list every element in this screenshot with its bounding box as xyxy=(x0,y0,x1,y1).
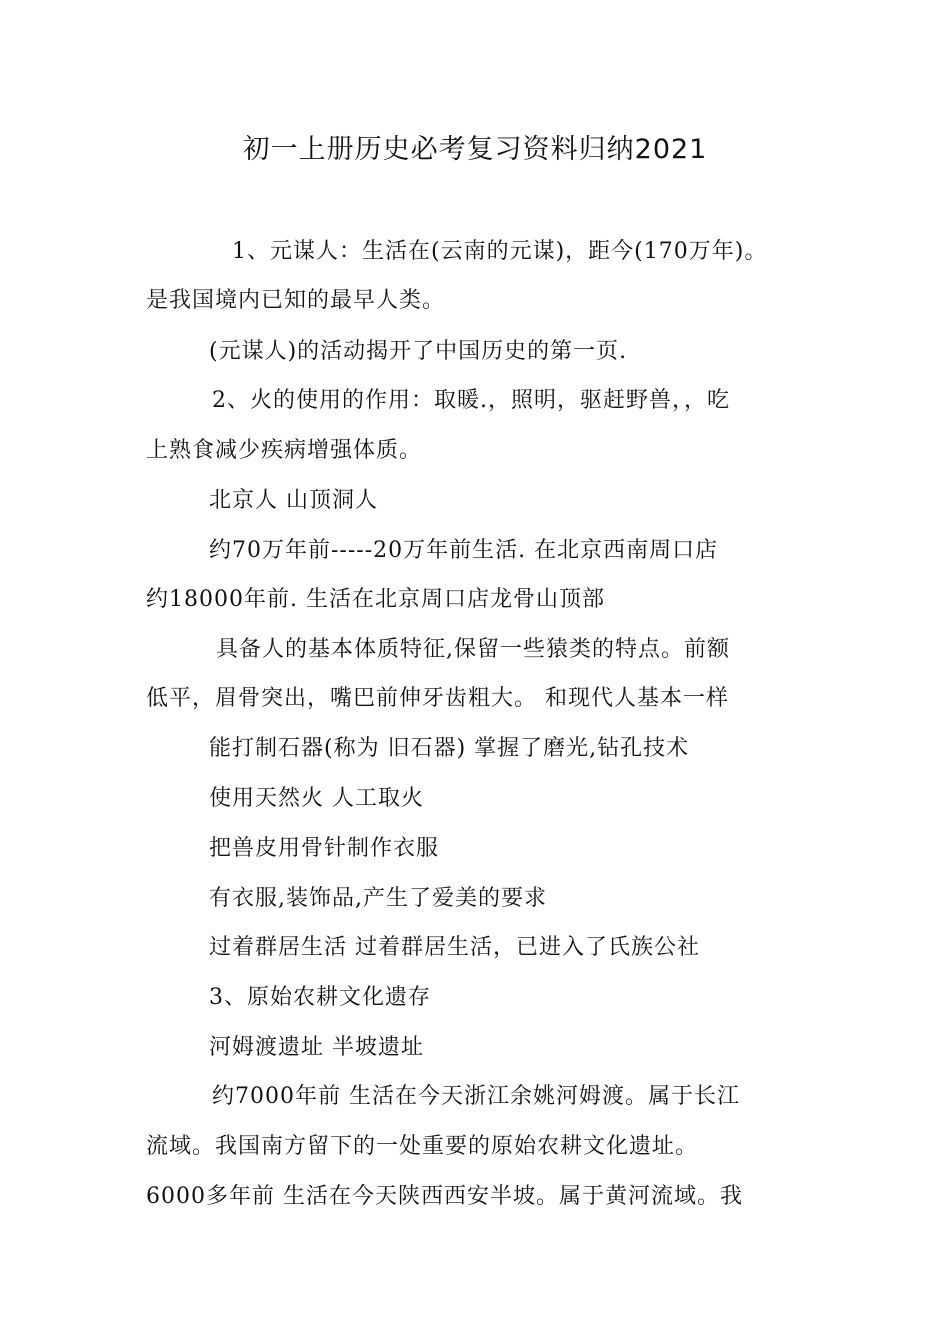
paragraph-line: 能打制石器(称为 旧石器) 掌握了磨光,钻孔技术 xyxy=(209,736,690,761)
paragraph-line: 流域。我国南方留下的一处重要的原始农耕文化遗址。 xyxy=(146,1134,699,1159)
paragraph-line: 北京人 山顶洞人 xyxy=(209,488,378,513)
paragraph-line: 把兽皮用骨针制作衣服 xyxy=(209,836,440,861)
paragraph-line: 过着群居生活 过着群居生活，已进入了氏族公社 xyxy=(209,935,700,960)
paragraph-line: 是我国境内已知的最早人类。 xyxy=(146,288,446,313)
paragraph-line: 低平，眉骨突出，嘴巴前伸牙齿粗大。 和现代人基本一样 xyxy=(146,686,729,711)
paragraph-line: 有衣服,装饰品,产生了爱美的要求 xyxy=(209,886,547,911)
paragraph-line: 6000多年前 生活在今天陕西西安半坡。属于黄河流域。我 xyxy=(146,1184,743,1209)
paragraph-line: 具备人的基本体质特征,保留一些猿类的特点。前额 xyxy=(216,637,730,662)
paragraph-line: (元谋人)的活动揭开了中国历史的第一页. xyxy=(209,339,628,364)
paragraph-line: 约70万年前-----20万年前生活. 在北京西南周口店 xyxy=(209,538,719,563)
paragraph-line: 3、原始农耕文化遗存 xyxy=(209,985,431,1010)
paragraph-line: 上熟食减少疾病增强体质。 xyxy=(146,438,423,463)
paragraph-line: 约18000年前. 生活在北京周口店龙骨山顶部 xyxy=(146,587,605,612)
document-title: 初一上册历史必考复习资料归纳2021 xyxy=(242,134,708,165)
paragraph-line: 约7000年前 生活在今天浙江余姚河姆渡。属于长江 xyxy=(212,1084,740,1109)
paragraph-line: 河姆渡遗址 半坡遗址 xyxy=(209,1035,424,1060)
paragraph-line: 使用天然火 人工取火 xyxy=(209,786,424,811)
paragraph-line: 1、元谋人：生活在(云南的元谋)，距今(170万年)。 xyxy=(232,239,768,264)
paragraph-line: 2、火的使用的作用：取暖.，照明，驱赶野兽，，吃 xyxy=(212,388,730,413)
